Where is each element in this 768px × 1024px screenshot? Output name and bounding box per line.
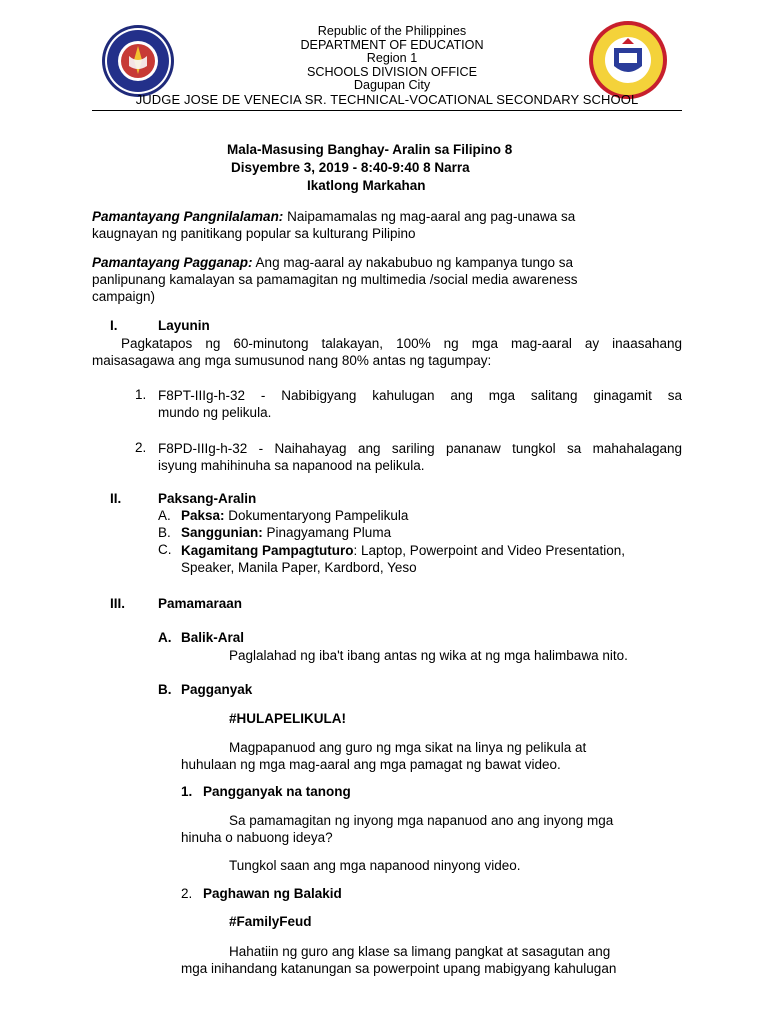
objective-1-number: 1. (135, 387, 147, 402)
topic-label: Paksa: (181, 508, 225, 523)
motivation-question-1: Sa pamamagitan ng inyong mga napanuod ano ang inyong mga (229, 813, 614, 828)
materials-value: : Laptop, Powerpoint and Video Presentation, (353, 543, 625, 558)
objective-1-text: F8PT-IIIg-h-32 - Nabibigyang kahulugan ang mga salitang ginagamit sa (158, 388, 682, 403)
section-1-title: Layunin (158, 318, 210, 333)
content-standard-text: Naipamamalas ng mag-aaral ang pag-unawa sa (283, 209, 576, 224)
motivation-question-1-cont: hinuha o nabuong ideya? (181, 830, 333, 845)
objective-2-text: F8PD-IIIg-h-32 - Naihahayag ang sariling pananaw tungkol sa mahahalagang (158, 441, 682, 456)
unlocking-title: Paghawan ng Balakid (203, 886, 342, 901)
reference-label: Sanggunian: (181, 525, 263, 540)
objective-2-number: 2. (135, 440, 147, 455)
motivation-question-number: 1. (181, 784, 193, 799)
content-standard-label: Pamantayang Pangnilalaman: (92, 209, 284, 224)
school-name: JUDGE JOSE DE VENECIA SR. TECHNICAL-VOCATIONAL SECONDARY SCHOOL (135, 92, 639, 107)
unlocking-number: 2. (181, 886, 193, 901)
familyfeud-hashtag: #FamilyFeud (229, 914, 312, 929)
motivation-title: Pagganyak (181, 682, 253, 697)
performance-standard-label: Pamantayang Pagganap: (92, 255, 253, 270)
performance-standard-text: Ang mag-aaral ay nakabubuo ng kampanya tungo sa (252, 255, 574, 270)
objective-1-text-cont: mundo ng pelikula. (158, 405, 272, 420)
review-letter: A. (158, 630, 172, 645)
header-region: Region 1 (366, 51, 418, 66)
header-city: Dagupan City (353, 78, 431, 93)
topic-value: Dokumentaryong Pampelikula (224, 508, 409, 523)
objective-intro-cont: maisasagawa ang mga sumusunod nang 80% antas ng tagumpay: (92, 353, 492, 368)
reference-value: Pinagyamang Pluma (262, 525, 392, 540)
objective-intro: Pagkatapos ng 60-minutong talakayan, 100% ng mga mag-aaral ay inaasahang (121, 336, 682, 351)
topic-letter: A. (158, 508, 171, 523)
section-2-number: II. (110, 491, 122, 506)
motivation-question-title: Pangganyak na tanong (203, 784, 351, 799)
performance-standard-text-3: campaign) (92, 289, 156, 304)
header-divider (92, 110, 682, 111)
hulapelikula-hashtag: #HULAPELIKULA! (229, 711, 346, 726)
lesson-title: Mala-Masusing Banghay- Aralin sa Filipino 8 (227, 142, 513, 157)
materials-value-cont: Speaker, Manila Paper, Kardbord, Yeso (181, 560, 417, 575)
header-deped: DEPARTMENT OF EDUCATION (300, 37, 484, 52)
content-standard-text-cont: kaugnayan ng panitikang popular sa kulturang Pilipino (92, 226, 416, 241)
familyfeud-text-cont: mga inihandang katanungan sa powerpoint upang mabigyang kahulugan (181, 961, 617, 976)
reference-letter: B. (158, 525, 171, 540)
header-republic: Republic of the Philippines (317, 24, 467, 38)
lesson-quarter: Ikatlong Markahan (307, 178, 426, 193)
motivation-text-cont: huhulaan ng mga mag-aaral ang mga pamagat ng bawat video. (181, 757, 561, 772)
section-3-number: III. (110, 596, 126, 611)
review-text: Paglalahad ng iba't ibang antas ng wika at ng mga halimbawa nito. (229, 648, 628, 663)
motivation-letter: B. (158, 682, 172, 697)
section-3-title: Pamamaraan (158, 596, 243, 611)
motivation-question-2: Tungkol saan ang mga napanood ninyong video. (229, 858, 521, 873)
header-division: SCHOOLS DIVISION OFFICE (306, 64, 478, 79)
section-1-number: I. (110, 318, 118, 333)
familyfeud-text: Hahatiin ng guro ang klase sa limang pangkat at sasagutan ang (229, 944, 611, 959)
lesson-date: Disyembre 3, 2019 - 8:40-9:40 8 Narra (231, 160, 470, 175)
motivation-text: Magpapanuod ang guro ng mga sikat na linya ng pelikula at (229, 740, 587, 755)
section-2-title: Paksang-Aralin (158, 491, 257, 506)
materials-label: Kagamitang Pampagtuturo (181, 543, 354, 558)
objective-2-text-cont: isyung mahihinuha sa napanood na pelikula. (158, 458, 425, 473)
performance-standard-text-2: panlipunang kamalayan sa pamamagitan ng multimedia /social media awareness (92, 272, 578, 287)
materials-letter: C. (158, 542, 172, 557)
review-title: Balik-Aral (181, 630, 245, 645)
